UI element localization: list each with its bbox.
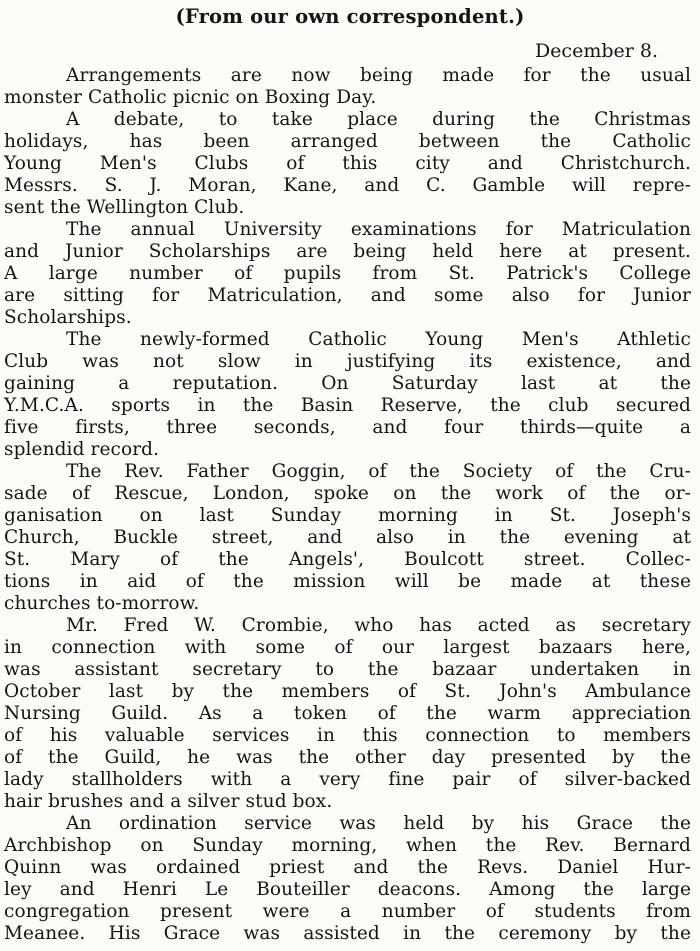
text-line: of his valuable services in this connection to members [4,725,691,746]
text-line: ley and Henri Le Bouteiller deacons. Among the large [4,879,691,900]
text-line: monster Catholic picnic on Boxing Day. [4,87,377,108]
byline: (From our own correspondent.) [175,5,525,28]
text-line: Scholarships. [4,307,132,328]
text-line: hair brushes and a silver stud box. [4,791,333,812]
text-line: An ordination service was held by his Grace the [66,813,691,834]
text-line: The annual University examinations for Matriculation [66,219,691,240]
text-line: A large number of pupils from St. Patrick's College [4,263,691,284]
text-line: Quinn was ordained priest and the Revs. Daniel Hur- [4,857,691,878]
text-line: A debate, to take place during the Christmas [66,109,691,130]
text-line: Archbishop on Sunday morning, when the Rev. Bernard [4,835,691,856]
text-line: of the Guild, he was the other day presented by the [4,747,691,768]
text-line: Club was not slow in justifying its existence, and [4,351,691,372]
text-line: gaining a reputation. On Saturday last at the [4,373,691,394]
text-line: in connection with some of our largest bazaars here, [4,637,691,658]
text-line: sade of Rescue, London, spoke on the work of the or- [4,483,691,504]
text-line: Meanee. His Grace was assisted in the ceremony by the [4,923,691,944]
text-line: five firsts, three seconds, and four thirds—quite a [4,417,691,438]
text-line: holidays, has been arranged between the Catholic [4,131,691,152]
text-line: Messrs. S. J. Moran, Kane, and C. Gamble will repre- [4,175,691,196]
text-line: St. Mary of the Angels', Boulcott street. Collec- [4,549,691,570]
text-line: ganisation on last Sunday morning in St. Joseph's [4,505,691,526]
text-line: Church, Buckle street, and also in the evening at [4,527,691,548]
text-line: splendid record. [4,439,160,460]
text-line: Young Men's Clubs of this city and Christchurch. [4,153,691,174]
text-line: are sitting for Matriculation, and some also for Junior [4,285,691,306]
text-line: The Rev. Father Goggin, of the Society of the Cru- [66,461,691,482]
text-line: sent the Wellington Club. [4,197,245,218]
text-line: Mr. Fred W. Crombie, who has acted as secretary [66,615,691,636]
text-line: October last by the members of St. John's Ambulance [4,681,691,702]
text-line: lady stallholders with a very fine pair of silver-backed [4,769,691,790]
text-line: congregation present were a number of students from [4,901,691,922]
dateline: December 8. [534,40,658,62]
text-line: tions in aid of the mission will be made at these [4,571,691,592]
text-line: Arrangements are now being made for the usual [66,65,691,86]
text-line: was assistant secretary to the bazaar undertaken in [4,659,691,680]
text-line: Nursing Guild. As a token of the warm appreciation [4,703,691,724]
text-line: The newly-formed Catholic Young Men's Athletic [66,329,691,350]
text-line: Y.M.C.A. sports in the Basin Reserve, the club secured [4,395,691,416]
text-line: churches to-morrow. [4,593,200,614]
text-line: and Junior Scholarships are being held here at present. [4,241,691,262]
